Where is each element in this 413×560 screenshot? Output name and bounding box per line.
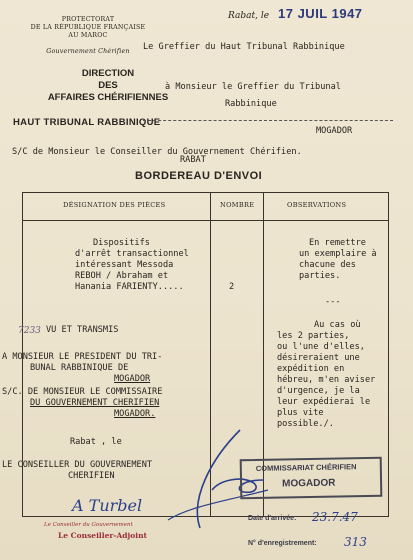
sc-line1: S/C. DE MONSIEUR LE COMMISSAIRE bbox=[2, 387, 163, 397]
nombre-value: 2 bbox=[229, 282, 235, 292]
designation-line: REBOH / Abraham et bbox=[75, 271, 169, 281]
designation-line: Hanania FARIENTY..... bbox=[75, 282, 184, 292]
sc-city: MOGADOR. bbox=[114, 409, 156, 419]
stamp-enregistrement-label: N° d'enregistrement: bbox=[248, 540, 317, 547]
designation-line: intéressant Messoda bbox=[75, 260, 174, 270]
to-line1: à Monsieur le Greffier du Tribunal bbox=[165, 82, 341, 92]
left-signature: A Turbel bbox=[72, 496, 143, 515]
dotted-line bbox=[143, 120, 393, 121]
to-city: MOGADOR bbox=[316, 126, 353, 136]
red-stamp-line2: Le Conseiller-Adjoint bbox=[58, 531, 148, 540]
observation2-line: leur expédierai le bbox=[277, 397, 371, 407]
handwritten-number: 7233 bbox=[18, 326, 41, 336]
to-line2: Rabbinique bbox=[225, 99, 277, 109]
observation-line: chacune des bbox=[299, 260, 356, 270]
observation2-line: ou l'une d'elles, bbox=[277, 342, 365, 352]
transmis-line: BUNAL RABBINIQUE DE bbox=[30, 363, 129, 373]
reception-stamp bbox=[240, 457, 383, 499]
stamp-line1: COMMISSARIAT CHÉRIFIEN bbox=[255, 462, 357, 473]
col-designation-header: DÉSIGNATION DES PIÈCES bbox=[63, 201, 166, 209]
observation-line: En remettre bbox=[309, 238, 366, 248]
observation2-line: expédition en bbox=[277, 364, 345, 374]
observation2-line: d'urgence, je la bbox=[277, 386, 360, 396]
conseiller-line1: LE CONSEILLER DU GOUVERNEMENT bbox=[2, 460, 153, 470]
observation2-line: possible./. bbox=[277, 419, 334, 429]
header-divider bbox=[23, 220, 388, 221]
from-line: Le Greffier du Haut Tribunal Rabbinique bbox=[143, 42, 345, 52]
tribunal-heading: HAUT TRIBUNAL RABBINIQUE bbox=[13, 117, 161, 128]
gouvernement-label: Gouvernement Chérifien bbox=[46, 48, 130, 55]
observation2-line: plus vite bbox=[277, 408, 324, 418]
protectorat-line2: DE LA RÉPUBLIQUE FRANÇAISE bbox=[30, 24, 146, 31]
conseiller-line2: CHERIFIEN bbox=[68, 471, 115, 481]
stamp-line2: MOGADOR bbox=[282, 477, 336, 490]
observation2-line: désireraient une bbox=[277, 353, 360, 363]
place-date: Rabat, le bbox=[228, 11, 270, 21]
direction-line3: AFFAIRES CHÉRIFIENNES bbox=[47, 92, 169, 103]
red-stamp-line1: Le Conseiller du Gouvernement bbox=[44, 522, 133, 528]
transmis-line: A MONSIEUR LE PRESIDENT DU TRI- bbox=[2, 352, 163, 362]
stamp-arrivee-value: 23.7.47 bbox=[312, 510, 358, 524]
designation-line: d'arrêt transactionnel bbox=[75, 249, 189, 259]
direction-line2: DES bbox=[98, 80, 118, 91]
protectorat-line3: AU MAROC bbox=[68, 32, 108, 39]
direction-line1: DIRECTION bbox=[81, 68, 135, 79]
rabat-le: Rabat , le bbox=[70, 437, 122, 447]
observation-line: un exemplaire à bbox=[299, 249, 377, 259]
observation2-line: les 2 parties, bbox=[277, 331, 350, 341]
separator: --- bbox=[325, 297, 341, 307]
via-city: RABAT bbox=[180, 155, 206, 165]
sc-line2: DU GOUVERNEMENT CHERIFIEN bbox=[30, 398, 160, 408]
designation-line: Dispositifs bbox=[93, 238, 150, 248]
stamp-enregistrement-value: 313 bbox=[344, 535, 367, 549]
protectorat-line1: PROTECTORAT bbox=[61, 16, 115, 23]
observation-line: parties. bbox=[299, 271, 341, 281]
date-stamp: 17 JUIL 1947 bbox=[278, 6, 363, 21]
via-line: S/C de Monsieur le Conseiller du Gouvernement Chérifien. bbox=[12, 147, 302, 157]
col-observations-header: OBSERVATIONS bbox=[287, 201, 347, 209]
observation2-line: hébreu, m'en aviser bbox=[277, 375, 376, 385]
vu-transmis: VU ET TRANSMIS bbox=[46, 325, 119, 335]
stamp-arrivee-label: Date d'arrivée: bbox=[248, 515, 297, 522]
transmis-city: MOGADOR bbox=[114, 374, 151, 384]
observation2-line: Au cas où bbox=[314, 320, 361, 330]
col-nombre-header: NOMBRE bbox=[220, 201, 255, 209]
document-title: BORDEREAU D'ENVOI bbox=[135, 170, 263, 182]
